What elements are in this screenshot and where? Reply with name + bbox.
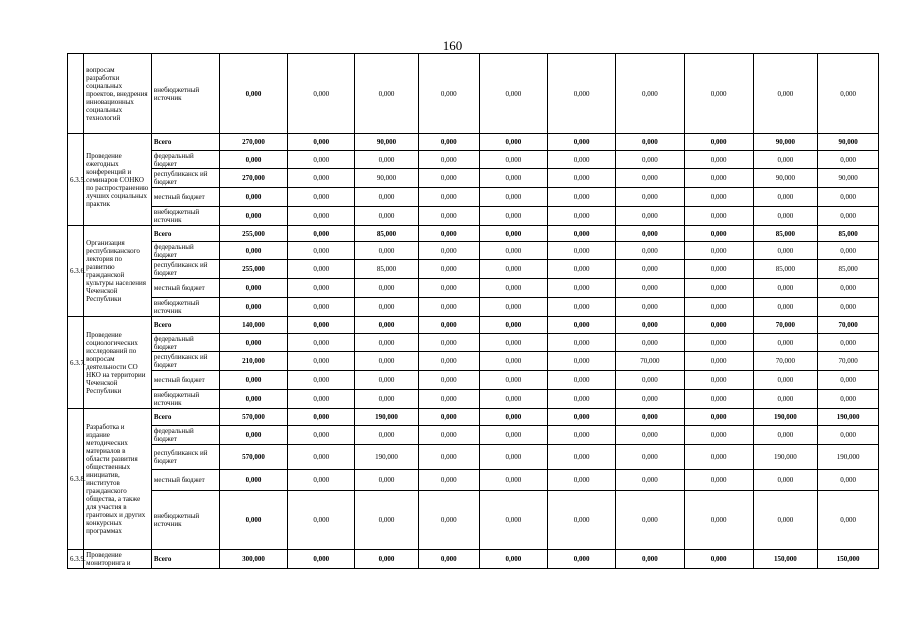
amount-cell: 0,000 [288,445,355,470]
item-code: 6.3.9. [68,550,84,569]
amount-cell: 0,000 [684,298,753,317]
amount-cell: 0,000 [418,279,479,298]
amount-cell: 0,000 [418,298,479,317]
table-row [68,409,879,426]
amount-cell: 0,000 [753,491,818,550]
funding-source: Всего [151,409,219,426]
amount-cell: 0,000 [548,352,616,371]
amount-cell: 0,000 [753,242,818,260]
amount-cell: 270,000 [219,169,288,188]
amount-cell: 570,000 [219,409,288,426]
table-row [68,279,879,298]
funding-source: Всего [151,317,219,334]
amount-cell: 0,000 [818,491,879,550]
amount-cell: 0,000 [753,371,818,390]
funding-source: Всего [151,226,219,242]
amount-cell: 0,000 [684,390,753,409]
amount-cell: 0,000 [288,169,355,188]
item-name: Проведение ежегодных конференций и семинаров СОНКО по распространению лучших социальных практик [84,134,152,226]
amount-cell: 0,000 [548,426,616,445]
amount-cell: 0,000 [818,279,879,298]
amount-cell: 0,000 [818,390,879,409]
amount-cell: 0,000 [479,279,548,298]
item-code: 6.3.8. [68,409,84,550]
amount-cell: 70,000 [753,352,818,371]
funding-source: федеральный бюджет [151,242,219,260]
table-row [68,226,879,242]
amount-cell: 0,000 [355,151,419,169]
amount-cell: 0,000 [548,550,616,569]
amount-cell: 0,000 [288,298,355,317]
amount-cell: 0,000 [753,207,818,226]
amount-cell: 0,000 [818,207,879,226]
amount-cell: 0,000 [219,188,288,207]
amount-cell: 0,000 [418,54,479,134]
amount-cell: 0,000 [479,371,548,390]
table-row [68,151,879,169]
amount-cell: 0,000 [288,151,355,169]
budget-table [67,53,879,569]
amount-cell: 150,000 [753,550,818,569]
amount-cell: 85,000 [355,226,419,242]
amount-cell: 0,000 [288,550,355,569]
funding-source: местный бюджет [151,279,219,298]
amount-cell: 0,000 [684,207,753,226]
amount-cell: 0,000 [753,390,818,409]
amount-cell: 190,000 [355,409,419,426]
funding-source: федеральный бюджет [151,426,219,445]
amount-cell: 0,000 [616,470,685,491]
amount-cell: 70,000 [753,317,818,334]
amount-cell: 0,000 [418,470,479,491]
amount-cell: 0,000 [616,298,685,317]
amount-cell: 0,000 [684,226,753,242]
funding-source: республиканск ий бюджет [151,169,219,188]
amount-cell: 90,000 [818,134,879,151]
amount-cell: 300,000 [219,550,288,569]
amount-cell: 0,000 [684,260,753,279]
amount-cell: 0,000 [548,298,616,317]
page-number: 160 [442,38,463,53]
table-row [68,207,879,226]
amount-cell: 570,000 [219,445,288,470]
item-code: 6.3.6. [68,226,84,317]
amount-cell: 0,000 [288,390,355,409]
amount-cell: 0,000 [219,390,288,409]
amount-cell: 90,000 [818,169,879,188]
amount-cell: 0,000 [479,54,548,134]
amount-cell: 0,000 [753,426,818,445]
amount-cell: 0,000 [288,470,355,491]
amount-cell: 0,000 [684,445,753,470]
amount-cell: 0,000 [355,491,419,550]
amount-cell: 0,000 [548,445,616,470]
amount-cell: 0,000 [355,317,419,334]
amount-cell: 0,000 [616,409,685,426]
amount-cell: 210,000 [219,352,288,371]
amount-cell: 0,000 [818,298,879,317]
amount-cell: 0,000 [684,352,753,371]
funding-source: местный бюджет [151,188,219,207]
amount-cell: 0,000 [616,334,685,352]
amount-cell: 0,000 [818,188,879,207]
funding-source: внебюджетный источник [151,54,219,134]
amount-cell: 90,000 [355,169,419,188]
amount-cell: 0,000 [219,242,288,260]
amount-cell: 0,000 [684,188,753,207]
amount-cell: 0,000 [418,390,479,409]
amount-cell: 0,000 [418,226,479,242]
funding-source: республиканск ий бюджет [151,260,219,279]
amount-cell: 0,000 [616,169,685,188]
amount-cell: 0,000 [355,279,419,298]
amount-cell: 0,000 [684,491,753,550]
amount-cell: 85,000 [818,226,879,242]
funding-source: внебюджетный источник [151,298,219,317]
amount-cell: 0,000 [479,188,548,207]
amount-cell: 190,000 [818,409,879,426]
amount-cell: 85,000 [753,226,818,242]
amount-cell: 0,000 [418,409,479,426]
amount-cell: 0,000 [616,491,685,550]
amount-cell: 0,000 [548,334,616,352]
amount-cell: 0,000 [479,317,548,334]
funding-source: федеральный бюджет [151,151,219,169]
amount-cell: 0,000 [616,134,685,151]
funding-source: внебюджетный источник [151,491,219,550]
amount-cell: 0,000 [418,317,479,334]
amount-cell: 0,000 [548,317,616,334]
amount-cell: 0,000 [684,134,753,151]
amount-cell: 0,000 [753,188,818,207]
table-row [68,134,879,151]
amount-cell: 0,000 [219,334,288,352]
amount-cell: 85,000 [753,260,818,279]
amount-cell: 0,000 [418,207,479,226]
amount-cell: 0,000 [219,491,288,550]
amount-cell: 0,000 [548,242,616,260]
amount-cell: 0,000 [753,54,818,134]
amount-cell: 0,000 [616,54,685,134]
amount-cell: 0,000 [548,371,616,390]
amount-cell: 0,000 [219,298,288,317]
item-name: Проведение социологических исследований по вопросам деятельности СО НКО на территории Чеченской Республики [84,317,152,409]
amount-cell: 0,000 [479,151,548,169]
amount-cell: 0,000 [684,279,753,298]
amount-cell: 0,000 [548,279,616,298]
amount-cell: 0,000 [616,242,685,260]
amount-cell: 0,000 [219,279,288,298]
item-name: Организация республиканского лектория по развитию гражданской культуры населения Чеченской Республики [84,226,152,317]
amount-cell: 0,000 [479,298,548,317]
amount-cell: 0,000 [616,426,685,445]
amount-cell: 0,000 [479,134,548,151]
amount-cell: 0,000 [479,445,548,470]
amount-cell: 0,000 [288,207,355,226]
amount-cell: 0,000 [548,226,616,242]
item-name: Разработка и издание методических материалов в области развития общественных инициатив, институтов гражданского общества, а также для участия в грантовых и других конкурсных программах [84,409,152,550]
amount-cell: 0,000 [355,550,419,569]
amount-cell: 0,000 [418,445,479,470]
amount-cell: 0,000 [418,151,479,169]
amount-cell: 0,000 [355,371,419,390]
table-row [68,352,879,371]
amount-cell: 0,000 [219,54,288,134]
amount-cell: 0,000 [684,54,753,134]
table-row [68,491,879,550]
amount-cell: 0,000 [288,371,355,390]
amount-cell: 0,000 [753,279,818,298]
amount-cell: 0,000 [616,317,685,334]
amount-cell: 0,000 [355,426,419,445]
funding-source: местный бюджет [151,371,219,390]
funding-source: местный бюджет [151,470,219,491]
amount-cell: 190,000 [753,409,818,426]
table-row [68,188,879,207]
table-row [68,317,879,334]
amount-cell: 0,000 [418,169,479,188]
amount-cell: 0,000 [479,470,548,491]
amount-cell: 0,000 [479,260,548,279]
amount-cell: 0,000 [479,334,548,352]
amount-cell: 190,000 [355,445,419,470]
amount-cell: 0,000 [818,371,879,390]
amount-cell: 190,000 [753,445,818,470]
amount-cell: 0,000 [548,151,616,169]
amount-cell: 0,000 [288,491,355,550]
amount-cell: 0,000 [288,352,355,371]
table-row [68,371,879,390]
amount-cell: 0,000 [548,470,616,491]
funding-source: внебюджетный источник [151,390,219,409]
table-row [68,334,879,352]
amount-cell: 70,000 [818,352,879,371]
amount-cell: 0,000 [418,550,479,569]
amount-cell: 0,000 [684,169,753,188]
amount-cell: 0,000 [548,390,616,409]
amount-cell: 0,000 [548,54,616,134]
amount-cell: 70,000 [616,352,685,371]
amount-cell: 0,000 [818,426,879,445]
amount-cell: 0,000 [616,279,685,298]
amount-cell: 0,000 [548,134,616,151]
amount-cell: 0,000 [684,151,753,169]
amount-cell: 0,000 [684,426,753,445]
funding-source: федеральный бюджет [151,334,219,352]
amount-cell: 0,000 [616,550,685,569]
table-row [68,169,879,188]
amount-cell: 0,000 [288,188,355,207]
table-row [68,260,879,279]
amount-cell: 85,000 [818,260,879,279]
amount-cell: 0,000 [219,470,288,491]
amount-cell: 0,000 [548,260,616,279]
table-row [68,445,879,470]
amount-cell: 0,000 [288,426,355,445]
amount-cell: 0,000 [288,279,355,298]
amount-cell: 0,000 [479,352,548,371]
item-name: Проведение мониторинга и [84,550,152,569]
amount-cell: 0,000 [219,426,288,445]
funding-source: республиканск ий бюджет [151,352,219,371]
amount-cell: 0,000 [753,151,818,169]
amount-cell: 0,000 [616,371,685,390]
amount-cell: 0,000 [616,226,685,242]
funding-source: республиканск ий бюджет [151,445,219,470]
amount-cell: 0,000 [616,390,685,409]
table-row [68,550,879,569]
amount-cell: 0,000 [753,334,818,352]
amount-cell: 0,000 [418,260,479,279]
amount-cell: 90,000 [753,134,818,151]
amount-cell: 150,000 [818,550,879,569]
amount-cell: 0,000 [548,409,616,426]
amount-cell: 0,000 [355,352,419,371]
amount-cell: 0,000 [479,426,548,445]
table-row [68,242,879,260]
amount-cell: 0,000 [479,390,548,409]
amount-cell: 0,000 [288,409,355,426]
amount-cell: 0,000 [418,491,479,550]
amount-cell: 0,000 [684,371,753,390]
amount-cell: 0,000 [219,207,288,226]
amount-cell: 0,000 [479,207,548,226]
amount-cell: 0,000 [548,207,616,226]
funding-source: Всего [151,134,219,151]
amount-cell: 90,000 [355,134,419,151]
amount-cell: 0,000 [616,151,685,169]
amount-cell: 0,000 [548,169,616,188]
amount-cell: 0,000 [288,317,355,334]
amount-cell: 0,000 [355,207,419,226]
amount-cell: 0,000 [548,491,616,550]
amount-cell: 140,000 [219,317,288,334]
item-code: 6.3.5. [68,134,84,226]
table-row [68,470,879,491]
amount-cell: 0,000 [753,298,818,317]
table-row [68,298,879,317]
amount-cell: 90,000 [753,169,818,188]
item-code [68,54,84,134]
amount-cell: 0,000 [288,226,355,242]
amount-cell: 270,000 [219,134,288,151]
amount-cell: 0,000 [418,371,479,390]
table-row [68,426,879,445]
amount-cell: 85,000 [355,260,419,279]
amount-cell: 0,000 [479,409,548,426]
amount-cell: 0,000 [355,188,419,207]
amount-cell: 0,000 [479,242,548,260]
amount-cell: 0,000 [355,334,419,352]
amount-cell: 0,000 [479,491,548,550]
amount-cell: 0,000 [288,242,355,260]
amount-cell: 0,000 [418,334,479,352]
amount-cell: 0,000 [418,188,479,207]
amount-cell: 0,000 [355,54,419,134]
amount-cell: 0,000 [818,334,879,352]
amount-cell: 255,000 [219,226,288,242]
amount-cell: 0,000 [818,151,879,169]
amount-cell: 0,000 [418,242,479,260]
amount-cell: 0,000 [479,226,548,242]
amount-cell: 0,000 [684,242,753,260]
amount-cell: 255,000 [219,260,288,279]
amount-cell: 0,000 [818,242,879,260]
amount-cell: 0,000 [616,207,685,226]
amount-cell: 0,000 [355,242,419,260]
amount-cell: 0,000 [219,151,288,169]
amount-cell: 0,000 [684,470,753,491]
amount-cell: 0,000 [818,54,879,134]
amount-cell: 0,000 [355,298,419,317]
table-row [68,54,879,134]
amount-cell: 0,000 [219,371,288,390]
funding-source: внебюджетный источник [151,207,219,226]
amount-cell: 0,000 [753,470,818,491]
amount-cell: 0,000 [288,54,355,134]
item-code: 6.3.7. [68,317,84,409]
amount-cell: 0,000 [548,188,616,207]
amount-cell: 0,000 [684,550,753,569]
amount-cell: 0,000 [288,134,355,151]
amount-cell: 0,000 [418,134,479,151]
amount-cell: 0,000 [288,334,355,352]
item-name: вопросам разработки социальных проектов, внедрения инновационных социальных технологий [84,54,152,134]
amount-cell: 0,000 [818,470,879,491]
amount-cell: 0,000 [684,334,753,352]
amount-cell: 70,000 [818,317,879,334]
table-row [68,390,879,409]
amount-cell: 0,000 [616,445,685,470]
budget-table-body [68,54,879,569]
amount-cell: 0,000 [684,409,753,426]
amount-cell: 0,000 [684,317,753,334]
amount-cell: 0,000 [479,550,548,569]
amount-cell: 0,000 [479,169,548,188]
amount-cell: 0,000 [288,260,355,279]
amount-cell: 190,000 [818,445,879,470]
amount-cell: 0,000 [418,352,479,371]
funding-source: Всего [151,550,219,569]
amount-cell: 0,000 [418,426,479,445]
amount-cell: 0,000 [355,390,419,409]
amount-cell: 0,000 [616,188,685,207]
amount-cell: 0,000 [355,470,419,491]
amount-cell: 0,000 [616,260,685,279]
